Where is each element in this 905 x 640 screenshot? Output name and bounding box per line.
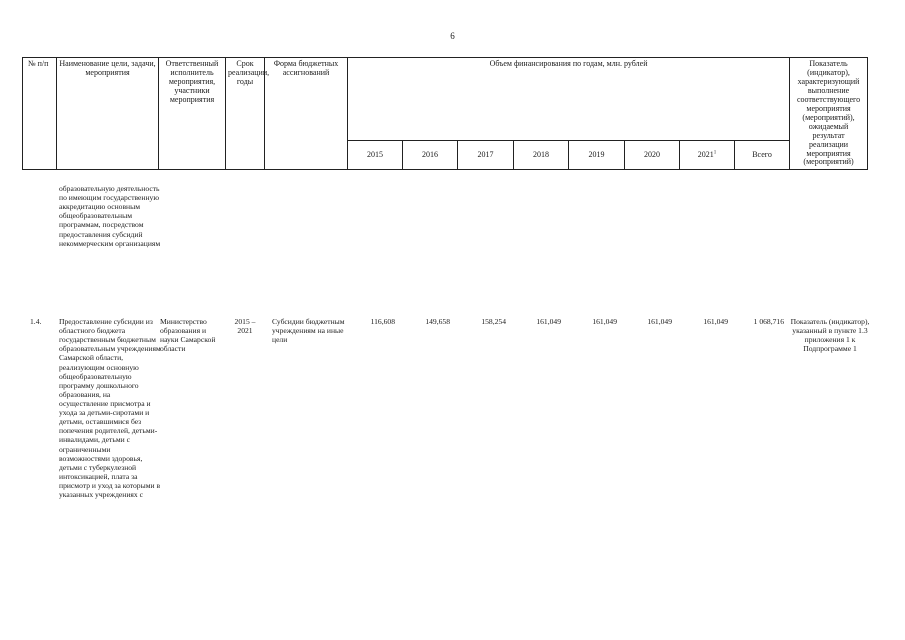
header-funding: Объем финансирования по годам, млн. рублей	[348, 58, 790, 141]
value-2017: 158,254	[481, 317, 506, 326]
year-2016: 2016	[403, 141, 458, 170]
row-number: 1.4.	[30, 317, 42, 326]
value-2019: 161,049	[592, 317, 617, 326]
header-term: Срок реализации, годы	[226, 58, 265, 170]
value-2016: 149,658	[425, 317, 450, 326]
header-num: № п/п	[23, 58, 57, 170]
year-2020: 2020	[625, 141, 680, 170]
year-2021-label: 2021	[697, 149, 714, 159]
row-executor: Министерство образования и науки Самарской области	[160, 317, 216, 354]
header-form: Форма бюджетных ассигнований	[265, 58, 348, 170]
financing-table-header	[22, 57, 868, 170]
year-2021	[680, 141, 735, 170]
continuation-text: образовательную деятельность по имеющим государственную аккредитацию основным общеобразовательным программам, посредством предоставления субсидий некоммерческим организациям	[59, 184, 161, 248]
value-total: 1 068,716	[753, 317, 784, 326]
row-term: 2015 – 2021	[234, 317, 256, 336]
header-name: Наименование цели, задачи, мероприятия	[57, 58, 159, 170]
year-2015: 2015	[348, 141, 403, 170]
header-executor: Ответственный исполнитель мероприятия, участники мероприятия	[159, 58, 226, 170]
row-name: Предоставление субсидии из областного бюджета государственным бюджетным образовательным учреждениям Самарской области, реализующим основную общеобразовательную программу дошкольного образования, на осуществление присмотра и ухода за детьми-сиротами и детьми, оставшимися без попечения родителей, детьми-инвалидами, детьми с ограниченными возможностями здоровья, детьми с туберкулезной интоксикацией, плата за присмотр и уход за которыми в указанных учреждениях с	[59, 317, 161, 500]
value-2021: 161,049	[703, 317, 728, 326]
value-2015: 116,608	[370, 317, 395, 326]
value-2020: 161,049	[647, 317, 672, 326]
page-number: 6	[450, 31, 455, 41]
year-2017: 2017	[458, 141, 514, 170]
row-form: Субсидии бюджетным учреждениям на иные цели	[272, 317, 345, 345]
year-2019: 2019	[569, 141, 625, 170]
year-total: Всего	[735, 141, 790, 170]
footnote-mark: 1	[713, 150, 717, 156]
header-indicator: Показатель (индикатор), характеризующий выполнение соответствующего мероприятия (мероприятий), ожидаемый результат реализации мероприятия (мероприятий)	[790, 58, 868, 170]
year-2018: 2018	[514, 141, 569, 170]
row-indicator: Показатель (индикатор), указанный в пункте 1.3 приложения 1 к Подпрограмме 1	[790, 317, 870, 354]
value-2018: 161,049	[536, 317, 561, 326]
